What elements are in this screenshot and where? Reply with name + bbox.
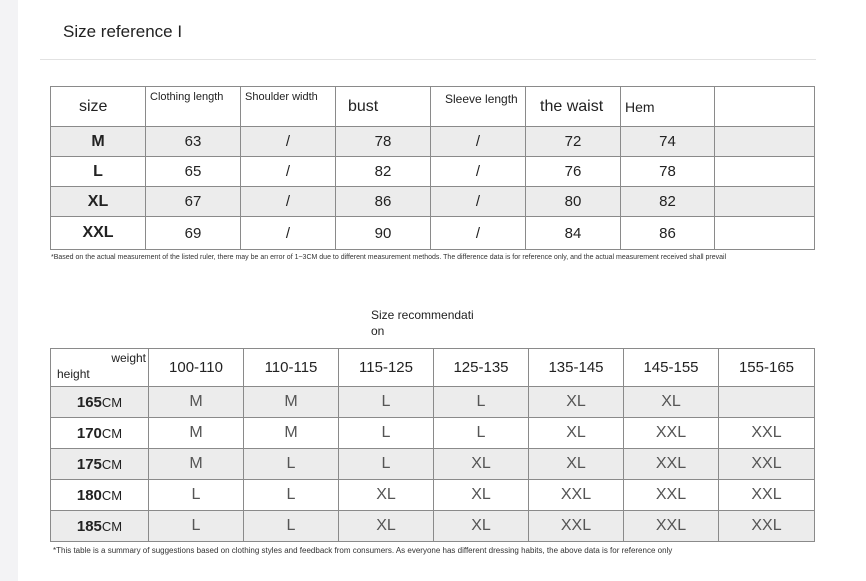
size-cell: XXL [51, 217, 146, 250]
height-unit: CM [101, 394, 123, 410]
size-cell: XL [51, 187, 146, 217]
table-cell: 86 [621, 217, 715, 250]
table-cell: 69 [146, 217, 241, 250]
table-cell: M [244, 387, 339, 418]
table-row [51, 157, 815, 187]
table-cell: 84 [526, 217, 621, 250]
height-cell [51, 418, 149, 449]
table-cell: XL [624, 387, 719, 418]
height-unit: CM [101, 487, 123, 503]
table-cell: XL [434, 511, 529, 542]
table-cell: L [434, 418, 529, 449]
column-header-size: size [51, 87, 146, 127]
height-value: 180 [76, 486, 102, 504]
table-cell: 63 [146, 127, 241, 157]
height-unit: CM [101, 518, 123, 534]
recommendation-title [371, 307, 511, 339]
table-cell: 90 [336, 217, 431, 250]
height-cell [51, 511, 149, 542]
height-cell [51, 480, 149, 511]
height-cell [51, 449, 149, 480]
table-cell: XXL [529, 480, 624, 511]
table-cell: / [241, 157, 336, 187]
recommendation-title-line2: on [371, 324, 385, 338]
table-cell: / [431, 127, 526, 157]
table-cell: 78 [336, 127, 431, 157]
table-cell: L [149, 480, 244, 511]
table-cell [715, 217, 815, 250]
table-row [51, 127, 815, 157]
table-row [51, 187, 815, 217]
weight-range-header: 155-165 [719, 349, 815, 387]
height-value: 165 [76, 393, 102, 411]
table-cell: XXL [719, 511, 815, 542]
table-cell: / [431, 157, 526, 187]
table-row [51, 387, 815, 418]
table-cell: XXL [624, 418, 719, 449]
height-unit: CM [101, 456, 123, 472]
table-cell: 65 [146, 157, 241, 187]
table-cell: 72 [526, 127, 621, 157]
table-cell: L [244, 511, 339, 542]
weight-range-header: 125-135 [434, 349, 529, 387]
height-unit: CM [101, 425, 123, 441]
size-reference-table [50, 86, 815, 250]
weight-range-header: 135-145 [529, 349, 624, 387]
table-cell: / [241, 187, 336, 217]
table-cell: 86 [336, 187, 431, 217]
measurement-note: *Based on the actual measurement of the listed ruler, there may be an error of 1~3CM due to different measurement methods. The difference data is for reference only, and the actual measurement received shall prevail [51, 254, 727, 261]
table-row [51, 217, 815, 250]
weight-range-header: 100-110 [149, 349, 244, 387]
table-cell: L [339, 418, 434, 449]
weight-range-header: 110-115 [244, 349, 339, 387]
page-title: Size reference I [63, 22, 183, 41]
column-header-bust: bust [336, 87, 431, 127]
column-header-shoulder-width: Shoulder width [241, 87, 336, 127]
table-cell: XXL [624, 480, 719, 511]
table-cell: XXL [624, 449, 719, 480]
table-cell: XL [529, 387, 624, 418]
table-cell: M [149, 387, 244, 418]
table-cell: 80 [526, 187, 621, 217]
table-cell: XL [339, 511, 434, 542]
table-cell: M [244, 418, 339, 449]
table-header-row [51, 87, 815, 127]
recommendation-note: *This table is a summary of suggestions based on clothing styles and feedback from consumers. As everyone has different dressing habits, the above data is for reference only [53, 546, 673, 555]
table-cell [715, 157, 815, 187]
table-cell: XL [339, 480, 434, 511]
size-recommendation-table [50, 348, 815, 542]
table-row [51, 449, 815, 480]
table-cell: M [149, 449, 244, 480]
table-cell: XXL [719, 449, 815, 480]
table-cell: / [241, 127, 336, 157]
table-cell: XXL [719, 418, 815, 449]
table-cell: XL [434, 449, 529, 480]
size-chart-page [18, 0, 866, 581]
table-cell: XL [434, 480, 529, 511]
table-cell [719, 387, 815, 418]
table-row [51, 511, 815, 542]
table-cell: L [339, 449, 434, 480]
table-cell: L [244, 480, 339, 511]
height-value: 185 [76, 517, 102, 535]
column-header-clothing-length: Clothing length [146, 87, 241, 127]
height-axis-label: height [57, 367, 90, 381]
column-header-hem: Hem [621, 87, 715, 127]
table-cell: XXL [529, 511, 624, 542]
table-row [51, 480, 815, 511]
table-cell: L [244, 449, 339, 480]
table-cell: / [431, 187, 526, 217]
table-cell [715, 127, 815, 157]
size-cell: M [51, 127, 146, 157]
table-row [51, 418, 815, 449]
table-cell: L [339, 387, 434, 418]
table-cell: 82 [621, 187, 715, 217]
height-cell [51, 387, 149, 418]
table-cell: / [431, 217, 526, 250]
table-cell: 78 [621, 157, 715, 187]
column-header-waist: the waist [526, 87, 621, 127]
table-cell: L [434, 387, 529, 418]
table-cell: XL [529, 418, 624, 449]
recommendation-title-line1: Size recommendati [371, 308, 474, 322]
title-divider [40, 59, 816, 60]
weight-axis-label: weight [111, 351, 146, 365]
size-cell: L [51, 157, 146, 187]
table-cell: 76 [526, 157, 621, 187]
table-cell: 67 [146, 187, 241, 217]
table-cell: 82 [336, 157, 431, 187]
column-header-sleeve-length: Sleeve length [431, 87, 526, 127]
corner-header [51, 349, 149, 387]
weight-range-header: 115-125 [339, 349, 434, 387]
table-cell: 74 [621, 127, 715, 157]
table-cell: / [241, 217, 336, 250]
table-cell: XL [529, 449, 624, 480]
table-header-row [51, 349, 815, 387]
table-cell: L [149, 511, 244, 542]
height-value: 175 [76, 455, 102, 473]
table-cell: XXL [719, 480, 815, 511]
table-cell: M [149, 418, 244, 449]
column-header-empty [715, 87, 815, 127]
height-value: 170 [76, 424, 102, 442]
table-cell [715, 187, 815, 217]
table-cell: XXL [624, 511, 719, 542]
weight-range-header: 145-155 [624, 349, 719, 387]
